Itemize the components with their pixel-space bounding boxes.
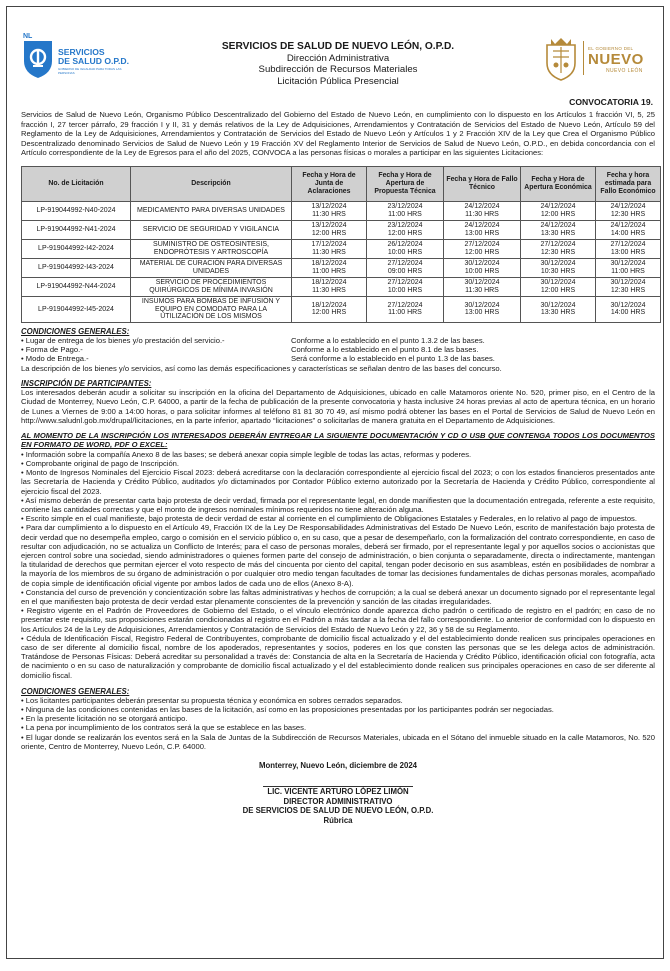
cell-date: 27/12/2024 [387,260,423,268]
documentation-item: • Constancia del curso de prevención y concientización sobre las faltas administrativas y hechos de corrupción; a la cual se deberá anexar un documento signado por el representante legal en el que manifiesten bajo protesta de decir verdad estar plenamente conscientes de la prevención y sanción de las citadas irregularidades. [21,587,655,606]
cell-time: 12:30 HRS [540,248,576,256]
table-row [22,239,661,258]
cell-time: 12:30 HRS [610,286,646,294]
rubrica: Rúbrica [323,815,353,825]
cell-date: 18/12/2024 [311,260,347,268]
cell-date: 30/12/2024 [464,301,500,309]
date-time-cell [292,258,367,277]
conditions-note: La descripción de los bienes y/o servicios, así como las demás especificaciones y características se señalan dentro de las bases del concurso. [21,363,502,373]
cell-date: 24/12/2024 [610,203,646,211]
gov-line3: NUEVO LEÓN [606,68,643,74]
condition-value: Será conforme a lo establecido en el punto 1.3 de las bases. [291,354,495,364]
licitacion-description: MATERIAL DE CURACIÓN PARA DIVERSAS UNIDADES [131,258,292,277]
cell-date: 26/12/2024 [387,241,423,249]
cell-time: 13:00 HRS [464,309,500,317]
condition-item: • Los licitantes participantes deberán presentar su propuesta técnica y económica en sobres cerrados separados. [21,695,403,705]
documentation-item: • Información sobre la compañía Anexo 8 de las bases; se deberá anexar copia simple legible de todas las actas, reformas y poderes. [21,449,472,459]
cell-date: 30/12/2024 [610,301,646,309]
inscripcion-title: INSCRIPCIÓN DE PARTICIPANTES: [21,378,152,388]
signer-org: DE SERVICIOS DE SALUD DE NUEVO LEÓN, O.P.D. [242,806,434,816]
condition-item [21,354,655,363]
date-time-cell [596,220,661,239]
cell-date: 24/12/2024 [540,203,576,211]
documentation-item: • Monto de Ingresos Nominales del Ejercicio Fiscal 2023: deberá acreditarse con la declaración correspondiente al ejercicio fiscal del 2023; o con los estados financieros presentados ante las Secretaría de Hacienda y Crédito Público, auditados y/o dictaminados por Contador Público externo autorizado por la Secretaría de Hacienda y Crédito Público, correspondiente al ejercicio fiscal del 2023. [21,468,655,496]
col-header: Fecha y Hora de Apertura de Propuesta Técnica [367,166,444,201]
licitaciones-table [21,166,661,323]
cell-time: 14:00 HRS [610,229,646,237]
cell-time: 13:30 HRS [540,229,576,237]
documentation-item: • Cédula de Identificación Fiscal, Registro Federal de Contribuyentes, comprobante de domicilio fiscal actualizado y el del establecimiento donde realicen sus principales operaciones en caso de ser diferente al domicilio fiscal, nombre de los apoderados, representantes y socios, poderes en los que consten las personas que se les delega actos de administración. Tratándose de Personas Físicas: Deberá acreditar su personalidad a través de: Constancia de alta en la Secretaría de Hacienda y Crédito Público, identificación oficial con fotografía, acta de nacimiento o en su caso de naturalización y comprobante de domicilio fiscal actualizado y el del establecimiento donde realicen sus principales operaciones en caso de ser diferente al domicilio fiscal. [21,633,655,680]
conditions2-list [21,696,655,751]
cell-time: 12:00 HRS [387,229,423,237]
date-time-cell [521,296,596,322]
date-time-cell [596,239,661,258]
date-time-cell [444,201,521,220]
cell-date: 24/12/2024 [464,222,500,230]
cell-time: 10:00 HRS [464,267,500,275]
licitacion-description: SERVICIO DE SEGURIDAD Y VIGILANCIA [131,220,292,239]
cell-date: 13/12/2024 [311,222,347,230]
licitacion-number: LP-919044992-N41-2024 [22,220,131,239]
date-time-cell [444,220,521,239]
licitacion-description: SUMINISTRO DE OSTEOSINTESIS, ENDOPRÓTESIS Y ARTROSCOPÍA [131,239,292,258]
signer-name: LIC. VICENTE ARTURO LÓPEZ LIMÓN [267,787,409,797]
cell-time: 12:00 HRS [311,309,347,317]
place-date: Monterrey, Nuevo León, diciembre de 2024 [258,761,417,771]
condition-label: • Lugar de entrega de los bienes y/o prestación del servicio.- [21,335,225,345]
documentation-item: • Escrito simple en el cual manifieste, bajo protesta de decir verdad de estar al corriente en el cumplimiento de Obligaciones Estatales y Federales, en lo relativo al pago de impuestos. [21,514,637,524]
date-time-cell [521,239,596,258]
cell-time: 11:00 HRS [611,267,645,275]
date-time-cell [444,239,521,258]
cell-date: 24/12/2024 [610,222,646,230]
licitacion-number: LP-919044992-N40-2024 [22,201,131,220]
signature-block [21,761,655,825]
intro-paragraph: Servicios de Salud de Nuevo León, Organismo Público Descentralizado del Gobierno del Estado de Nuevo León, en cumplimiento con lo dispuesto en los Artículos 1 fracción VI, 5, 25 fracción I, 27 tercer párrafo, 29 fracción I y II, 31 y demás relativos de la Ley de Adquisiciones, Arrendamientos y Contratación de Servicios del Estado de Nuevo León, Artículo 59 del Reglamento de la Ley de Adquisiciones, Arrendamientos y Contratación de Servicios del Estado de Nuevo León y Artículos 1 y 2 Fracción XIV de la Ley que Crea el Organismo Público Descentralizado denominado Servicios de Salud de Nuevo León y 19 Fracción XV del Reglamento Interior de Servicios de Salud de Nuevo León, O.P.D., en debida concordancia con el Artículo correspondiente de la Ley de Egresos para el año del 2025, CONVOCA a las personas físicas o morales a participar en las siguientes Licitaciones: [21,110,655,158]
date-time-cell [521,258,596,277]
date-time-cell [292,239,367,258]
cell-date: 17/12/2024 [311,241,347,249]
cell-date: 27/12/2024 [610,241,646,249]
cell-time: 11:30 HRS [465,286,499,294]
convocatoria-number: CONVOCATORIA 19. [569,97,653,107]
cell-time: 10:00 HRS [387,248,423,256]
cell-time: 11:30 HRS [465,210,499,218]
col-header: Fecha y Hora de Apertura Económica [521,166,596,201]
cell-time: 11:30 HRS [312,286,346,294]
document-page [6,6,664,959]
cell-date: 30/12/2024 [540,279,576,287]
conditions-list [21,336,655,364]
cell-date: 30/12/2024 [464,279,500,287]
documentation-title: AL MOMENTO DE LA INSCRIPCIÓN LOS INTERESADOS DEBERÁN ENTREGAR LA SIGUIENTE DOCUMENTACIÓN Y CD O USB QUE CONTENGA TODOS LOS DOCUMENTOS EN FORMATO DE WORD, PDF O EXCEL: [21,431,655,450]
cell-time: 11:30 HRS [312,210,346,218]
condition-value: Conforme a lo establecido en el punto 1.3.2 de las bases. [291,335,485,345]
condition-value: Conforme a lo establecido en el punto 8.1 de las bases. [291,345,479,355]
col-header: Fecha y Hora de Junta de Aclaraciones [292,166,367,201]
cell-date: 30/12/2024 [464,260,500,268]
state-seal-icon [543,35,579,81]
cell-time: 11:00 HRS [388,210,422,218]
table-row [22,220,661,239]
cell-date: 27/12/2024 [387,279,423,287]
inscripcion-text: Los interesados deberán acudir a solicitar su inscripción en la oficina del Departamento de Adquisiciones, ubicado en calle Matamoros oriente No. 520, primer piso, en el Centro de la Ciudad de Monterrey, Nuevo León, C.P. 64000, a partir de la fecha de publicación de la presente convocatoria y hasta inclusive 24 horas previas al acto de apertura técnica, en un horario de Lunes a Viernes de 9:00 a 14:00 horas, o para solicitar informes al teléfono 81 81 30 70 49, así mismo podrá obtener las bases en el Portal de Servicios de Salud de Nuevo León en http://www.saludnl.gob.mx/drupal/licitaciones, en la parte inferior, apartado “licitaciones” o solicitarlas de manera gratuita en el Departamento de Adquisiciones. [21,387,655,425]
gov-line1: EL GOBIERNO DEL [588,46,634,51]
cell-time: 13:00 HRS [610,248,646,256]
licitacion-description: MEDICAMENTO PARA DIVERSAS UNIDADES [131,201,292,220]
cell-time: 11:30 HRS [312,248,346,256]
date-time-cell [292,296,367,322]
nl-shield-icon [21,35,55,79]
logo-tagline: GOBIERNO DE IGUALDAD PARA TODAS LAS PERSONAS [58,67,122,75]
date-time-cell [596,258,661,277]
date-time-cell [367,239,444,258]
subtitle-direccion: Dirección Administrativa [286,52,390,64]
cell-time: 11:00 HRS [312,267,346,275]
cell-time: 09:00 HRS [387,267,423,275]
documentation-list [21,450,655,680]
date-time-cell [521,277,596,296]
condition-item: • El lugar donde se realizarán los eventos será en la Sala de Juntas de la Subdirección de Recursos Materiales, ubicada en el Sótano del inmueble situado en la calle Matamoros, No. 520 oriente, Centro de Monterrey, Nuevo León, C.P. 64000. [21,732,655,751]
date-time-cell [596,296,661,322]
document-header [21,13,655,101]
subtitle-subdireccion: Subdirección de Recursos Materiales [258,64,418,75]
licitacion-description: SERVICIO DE PROCEDIMIENTOS QUIRÚRGICOS DE MÍNIMA INVASIÓN [131,277,292,296]
documentation-item: • Registro vigente en el Padrón de Proveedores de Gobierno del Estado, o el vínculo electrónico donde aparezca dicho padrón o certificado de registro en el padrón; en caso de no presentar este requisito, sus proposiciones estarán condicionadas al registro en el Padrón a más tardar a la fecha del fallo correspondiente. Lo anterior de conformidad con lo dispuesto en los Artículos 24 de la Ley de Adquisiciones, Arrendamientos y Contratación de Servicios del Estado de Nuevo León y 22, 36 y 58 de su Reglamento. [21,606,655,634]
cell-date: 30/12/2024 [610,260,646,268]
licitacion-description: INSUMOS PARA BOMBAS DE INFUSIÓN Y EQUIPO EN COMODATO PARA LA UTILIZACIÓN DE LOS MISMOS [131,296,292,322]
gobierno-nuevo-leon-logo [543,35,653,83]
conditions2-title: CONDICIONES GENERALES: [21,686,130,696]
logo-divider [583,41,584,75]
cell-time: 10:00 HRS [387,286,423,294]
date-time-cell [292,220,367,239]
table-row [22,258,661,277]
documentation-item: • Comprobante original de pago de Inscripción. [21,458,180,468]
cell-date: 13/12/2024 [311,203,347,211]
date-time-cell [367,201,444,220]
condition-item: • La pena por incumplimiento de los contratos será la que se establece en las bases. [21,723,307,733]
condition-item [21,336,655,345]
signer-role: DIRECTOR ADMINISTRATIVO [283,796,393,806]
document-title [141,41,535,87]
cell-date: 23/12/2024 [387,203,423,211]
cell-date: 23/12/2024 [387,222,423,230]
date-time-cell [367,277,444,296]
cell-date: 27/12/2024 [464,241,500,249]
cell-date: 24/12/2024 [540,222,576,230]
col-header: Descripción [131,166,292,201]
col-header: Fecha y Hora de Fallo Técnico [444,166,521,201]
date-time-cell [521,220,596,239]
conditions-title: CONDICIONES GENERALES: [21,326,130,336]
cell-date: 30/12/2024 [540,260,576,268]
licitacion-number: LP-919044992-I43-2024 [22,258,131,277]
col-header: Fecha y hora estimada para Fallo Económico [596,166,661,201]
licitacion-number: LP-919044992-I45-2024 [22,296,131,322]
date-time-cell [596,277,661,296]
org-title: SERVICIOS DE SALUD DE NUEVO LEÓN, O.P.D. [221,41,455,52]
servicios-salud-logo [21,35,141,79]
cell-date: 27/12/2024 [540,241,576,249]
cell-time: 12:00 HRS [540,286,576,294]
cell-time: 11:00 HRS [388,309,422,317]
logo-name: SERVICIOS DE SALUD O.P.D. [58,47,129,66]
condition-item: • Ninguna de las condiciones contenidas en las bases de la licitación, así como en las proposiciones presentadas por los participantes podrán ser negociadas. [21,705,554,714]
date-time-cell [444,277,521,296]
date-time-cell [444,296,521,322]
documentation-item: • Así mismo deberán de presentar carta bajo protesta de decir verdad, firmada por el representante legal, en donde manifiesten que la documentación entregada, referente a este requisito, contiene las cantidades correctas y que el monto de ingresos nominales mínimos requeridos no tiene alteración alguna. [21,495,655,514]
cell-time: 14:00 HRS [610,309,646,317]
date-time-cell [596,201,661,220]
date-time-cell [444,258,521,277]
date-time-cell [367,220,444,239]
cell-time: 10:30 HRS [540,267,576,275]
table-row [22,277,661,296]
cell-time: 13:30 HRS [540,309,576,317]
table-row [22,296,661,322]
table-header-row [22,166,661,201]
cell-date: 30/12/2024 [540,301,576,309]
date-time-cell [292,277,367,296]
condition-item: • En la presente licitación no se otorgará anticipo. [21,714,188,724]
cell-date: 27/12/2024 [387,301,423,309]
cell-time: 13:00 HRS [464,229,500,237]
cell-date: 18/12/2024 [311,301,347,309]
date-time-cell [367,258,444,277]
cell-date: 24/12/2024 [464,203,500,211]
condition-item [21,345,655,354]
cell-time: 12:00 HRS [311,229,347,237]
licitacion-number: LP-919044992-N44-2024 [22,277,131,296]
cell-time: 12:00 HRS [540,210,576,218]
date-time-cell [367,296,444,322]
subtitle-licitacion: Licitación Pública Presencial [277,75,399,87]
cell-time: 12:00 HRS [464,248,500,256]
cell-date: 30/12/2024 [610,279,646,287]
col-header: No. de Licitación [22,166,131,201]
date-time-cell [292,201,367,220]
condition-label: • Forma de Pago.- [21,345,83,355]
table-row [22,201,661,220]
documentation-item: • Para dar cumplimiento a lo dispuesto en el Artículo 49, Fracción IX de la Ley De Responsabilidades Administrativas del Estado De Nuevo León, escrito de manifestación bajo protesta de decir verdad que no desempeña empleo, cargo o comisión en el servicio público o, en su caso, que a pesar de desempeñarlo, con la formalización del contrato correspondiente, en caso de resultar con adjudicación, no se actualiza un Conflicto de Interés; para el caso de personas morales, deberá ser firmado, por el representante legal y por aquellos socios o accionistas que ejercen control sobre una sociedad, siendo administradores o quienes formen parte del consejo de administración, o bien conjunta o separadamente, directa o indirectamente, mantengan la titularidad de derechos que permitan ejercer el voto respecto de más del cincuenta por ciento del capital, tengan poder decisorio en sus asambleas, estén en posibilidades de nombrar a la mayoría de los miembros de su órgano de administración o por cualquier otro medio tengan facultades de tomar las decisiones fundamentales de dichas personas morales, acompañado de copia simple de identificación oficial vigente por ambos lados de cada uno de ellos (Anexo 8-A). [21,523,655,588]
licitacion-number: LP-919044992-I42-2024 [22,239,131,258]
nl-mark: NL [23,33,33,40]
cell-date: 18/12/2024 [311,279,347,287]
condition-label: • Modo de Entrega.- [21,354,89,364]
gov-line2: NUEVO [588,51,644,68]
date-time-cell [521,201,596,220]
cell-time: 12:30 HRS [610,210,646,218]
